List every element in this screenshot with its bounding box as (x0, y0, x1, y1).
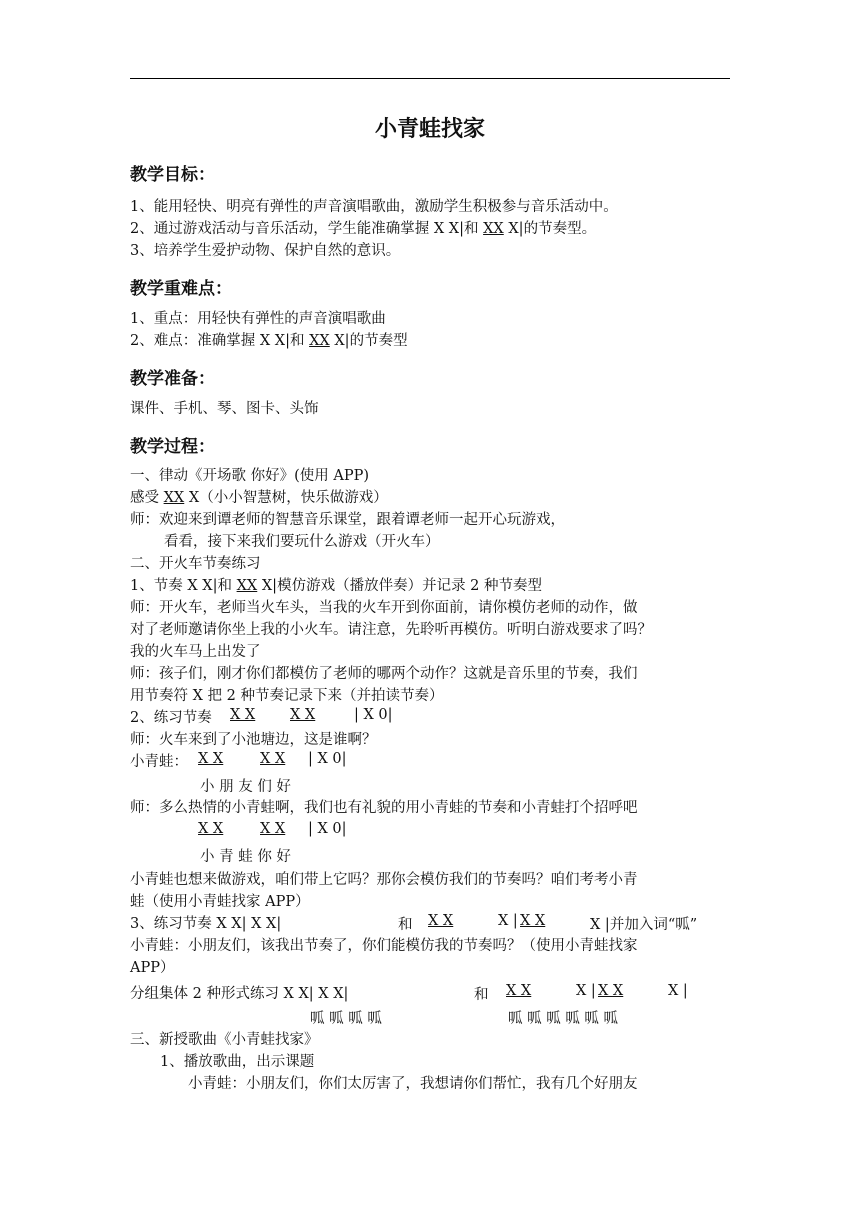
process-line: 小青蛙：小朋友们，你们太厉害了，我想请你们帮忙，我有几个好朋友 (188, 1076, 638, 1092)
process-line: APP） (130, 960, 175, 976)
underlined-rhythm: X X (198, 751, 224, 767)
header-rule (130, 78, 730, 79)
process-line: 用节奏符 X 把 2 种节奏记录下来（并拍读节奏） (130, 688, 444, 704)
process-line: 小青蛙：小朋友们，该我出节奏了，你们能模仿我的节奏吗？（使用小青蛙找家 (130, 938, 638, 954)
text: 2、通过游戏活动与音乐活动，学生能准确掌握 X X|和 (130, 221, 484, 237)
underlined-rhythm: XX (236, 578, 258, 594)
lyrics-line: 小 青 蛙 你 好 (200, 849, 291, 865)
rhythm-practice-line-3: 3、练习节奏 X X| X X| (130, 916, 282, 932)
heading-goals: 教学目标： (130, 165, 215, 185)
process-line: 二、开火车节奏练习 (130, 556, 261, 572)
underlined-rhythm: X X (260, 821, 286, 837)
text: 感受 (130, 490, 164, 506)
text: X|的节奏型 (329, 333, 408, 349)
lyrics-line: 呱 呱 呱 呱 呱 呱 (508, 1011, 619, 1027)
process-line: 看看，接下来我们要玩什么游戏（开火车） (164, 534, 440, 550)
keypoint-line-1: 1、重点：用轻快有弹性的声音演唱歌曲 (130, 311, 386, 327)
process-line: 师：欢迎来到谭老师的智慧音乐课堂，跟着谭老师一起开心玩游戏， (130, 512, 565, 528)
process-line: 一、律动《开场歌 你好》(使用 APP) (130, 468, 370, 484)
process-line: 我的火车马上出发了 (130, 644, 261, 660)
underlined-rhythm: XX (309, 333, 330, 349)
underlined-rhythm: X X (230, 707, 256, 723)
heading-keypoints: 教学重难点： (130, 279, 232, 299)
underlined-rhythm: X X (428, 913, 454, 929)
text: X（小小智慧树，快乐做游戏） (184, 490, 388, 506)
process-line: 师：多么热情的小青蛙啊，我们也有礼貌的用小青蛙的节奏和小青蛙打个招呼吧 (130, 800, 638, 816)
underlined-rhythm: X X (506, 983, 532, 999)
underlined-rhythm: X X (290, 707, 316, 723)
process-line: 三、新授歌曲《小青蛙找家》 (130, 1032, 319, 1048)
prep-line-1: 课件、手机、琴、图卡、头饰 (130, 401, 319, 417)
process-line: 对了老师邀请你坐上我的小火车。请注意，先聆听再模仿。听明白游戏要求了吗？ (130, 622, 652, 638)
process-line: 蛙（使用小青蛙找家 APP） (130, 894, 310, 910)
process-line: 小青蛙也想来做游戏，咱们带上它吗？那你会模仿我们的节奏吗？咱们考考小青 (130, 872, 638, 888)
process-line: 1、播放歌曲，出示课题 (160, 1054, 315, 1070)
group-practice-line: 分组集体 2 种形式练习 X X| X X| (130, 986, 349, 1002)
text: X|模仿游戏（播放伴奏）并记录 2 种节奏型 (257, 578, 543, 594)
lyrics-line: 小 朋 友 们 好 (200, 779, 291, 795)
process-line: 师：孩子们，刚才你们都模仿了老师的哪两个动作？这就是音乐里的节奏，我们 (130, 666, 638, 682)
text: 和 (398, 917, 413, 933)
underlined-rhythm: XX (483, 221, 504, 237)
lyrics-line: 呱 呱 呱 呱 (310, 1011, 382, 1027)
process-line: 师：火车来到了小池塘边，这是谁啊？ (130, 732, 377, 748)
text: X | (576, 983, 596, 999)
text: X | (498, 913, 518, 929)
frog-rhythm-line: 小青蛙： (130, 754, 188, 770)
underlined-rhythm: X X (260, 751, 286, 767)
text: X | (668, 983, 688, 999)
process-line (130, 487, 388, 509)
text: 1、节奏 X X|和 (130, 578, 237, 594)
heading-process: 教学过程： (130, 437, 215, 457)
document-title: 小青蛙找家 (374, 117, 485, 142)
underlined-rhythm: X X (598, 983, 624, 999)
text: X|的节奏型。 (503, 221, 597, 237)
process-line (130, 575, 542, 597)
rhythm-tail: | X 0| (354, 707, 393, 723)
heading-prep: 教学准备： (130, 369, 215, 389)
rhythm-tail: | X 0| (308, 821, 347, 837)
text: X |并加入词“呱” (590, 917, 698, 933)
goal-line-3: 3、培养学生爱护动物、保护自然的意识。 (130, 243, 401, 259)
keypoint-line-2 (130, 330, 408, 352)
goal-line-2 (130, 218, 596, 240)
text: 2、难点：准确掌握 X X|和 (130, 333, 310, 349)
text: 和 (474, 987, 489, 1003)
rhythm-practice-line: 2、练习节奏 (130, 710, 212, 726)
underlined-rhythm: XX (163, 490, 185, 506)
underlined-rhythm: X X (198, 821, 224, 837)
process-line: 师：开火车，老师当火车头，当我的火车开到你面前，请你模仿老师的动作，做 (130, 600, 638, 616)
rhythm-tail: | X 0| (308, 751, 347, 767)
goal-line-1: 1、能用轻快、明亮有弹性的声音演唱歌曲，激励学生积极参与音乐活动中。 (130, 199, 618, 215)
underlined-rhythm: X X (520, 913, 546, 929)
